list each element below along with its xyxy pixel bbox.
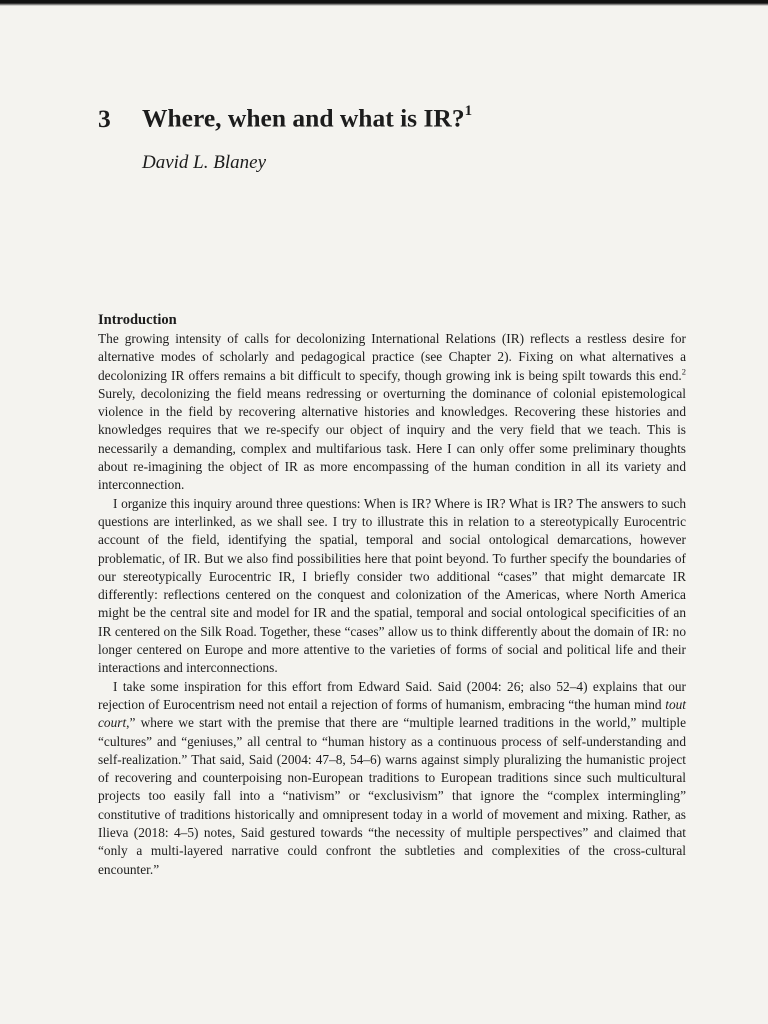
body-text bbox=[98, 330, 686, 879]
paragraph-3-text: I take some inspiration for this effort from Edward Said. Said (2004: 26; also 52–4) explains that our rejection of Eurocentrism need not entail a rejection of forms of humanism, embracing “the human mind bbox=[98, 678, 686, 712]
section-heading: Introduction bbox=[98, 312, 177, 328]
chapter-number: 3 bbox=[98, 103, 111, 133]
scan-edge-shadow bbox=[0, 0, 768, 6]
footnote-marker-2: 2 bbox=[681, 366, 686, 377]
paragraph-3 bbox=[98, 678, 686, 879]
italic-phrase: tout court bbox=[98, 696, 686, 731]
paragraph-1-text: The growing intensity of calls for decolonizing International Relations (IR) reflects a restless desire for alternative modes of scholarly and pedagogical practice (see Chapter 2). Fixing on what alternatives a decolonizing IR offers remains a bit difficult to specify, though growing ink is being spilt towards this end. bbox=[98, 331, 686, 383]
paragraph-1 bbox=[98, 330, 686, 495]
paragraph-2: I organize this inquiry around three questions: When is IR? Where is IR? What is IR? The answers to such questions are interlinked, as we shall see. I try to illustrate this in relation to a stereotypically Eurocentric account of the field, identifying the spatial, temporal and social ontological demarcations, however problematic, of IR. But we also find possibilities here that point beyond. To further specify the boundaries of our stereotypically Eurocentric IR, I briefly consider two additional “cases” that might demarcate IR differently: reflections centered on the conquest and colonization of the Americas, where North America might be the central site and model for IR and the spatial, temporal and social ontological specificities of an IR centered on the Silk Road. Together, these “cases” allow us to think differently about the domain of IR: no longer centered on Europe and more attentive to the varieties of forms of social and political life and their interactions and interconnections. bbox=[98, 495, 686, 676]
chapter-author: David L. Blaney bbox=[142, 152, 267, 173]
chapter-title: Where, when and what is IR? bbox=[142, 103, 465, 133]
paragraph-3-text-continued: ,” where we start with the premise that there are “multiple learned traditions in the world,” multiple “cultures” and “geniuses,” all central to “human history as a continuous process of self-understanding and self-realization.” That said, Said (2004: 47–8, 54–6) warns against simply pluralizing the humanistic project of recovering and counterpoising non-European traditions to European traditions since such multicultural projects too easily fall into a “nativism” or “exclusivism” that ignore the “complex intermingling” constitutive of traditions historically and omnipresent today in a world of movement and mixing. Rather, as Ilieva (2018: 4–5) notes, Said gestured towards “the necessity of multiple perspectives” and claimed that “only a multi-layered narrative could confront the subtleties and complexities of the cross-cultural encounter.” bbox=[98, 715, 686, 877]
paragraph-1-text-continued: Surely, decolonizing the field means redressing or overturning the dominance of colonial epistemological violence in the field by recovering alternative histories and knowledges. Recovering these histories and knowledges requires that we re-specify our object of inquiry and the very field that we teach. This is necessarily a demanding, complex and multifarious task. Here I can only offer some preliminary thoughts about re-imagining the object of IR as more encompassing of the human condition in all its variety and interconnection. bbox=[98, 385, 686, 493]
chapter-heading bbox=[98, 96, 472, 136]
title-footnote-marker: 1 bbox=[464, 103, 473, 119]
